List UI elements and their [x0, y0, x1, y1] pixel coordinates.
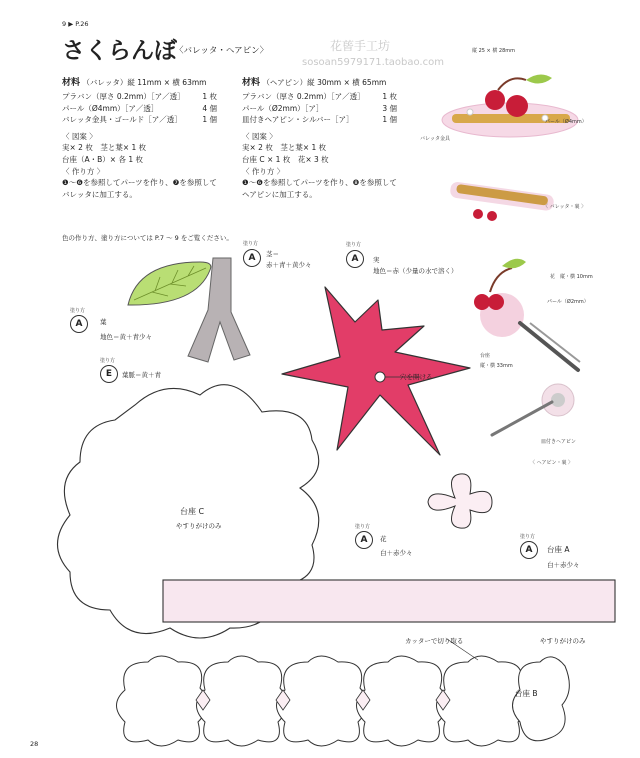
page-title: さくらんぼ: [62, 38, 177, 64]
howto-heading: 〈 作り方 〉: [242, 166, 285, 176]
base-c-label: 台座 C: [180, 507, 205, 516]
zuan-heading: 〈 図案 〉: [62, 131, 97, 141]
fruit-paint-letter: A: [346, 250, 364, 268]
cutter-note: カッターで切り取る: [405, 637, 464, 645]
material-row: プラバン（厚さ 0.2mm）［ア／透］ 1 枚: [242, 91, 397, 101]
material-row: 皿付きヘアピン・シルバー［ア］ 1 個: [242, 115, 397, 125]
leaf-label: 葉: [100, 318, 107, 326]
howto-line: ❶〜❻を参照してパーツを作り、❼を参照して: [62, 178, 217, 188]
label-flower-size: 花 縦・横 10mm: [550, 274, 593, 280]
material-row: バレッタ金具・ゴールド［ア／透］ 1 個: [62, 115, 217, 125]
paint-tag: 塗り方: [243, 241, 259, 247]
base-c-note: やすりがけのみ: [176, 522, 222, 530]
material-row: プラバン（厚さ 0.2mm）［ア／透］ 1 枚: [62, 91, 217, 101]
label-pearl-4mm: パール（Ø4mm）: [545, 119, 587, 125]
fruit-color: 地色＝赤（少量の水で溶く）: [373, 267, 458, 275]
zuan-line: 台座 C × 1 枚 花× 3 枚: [242, 155, 329, 165]
paint-tag: 塗り方: [70, 308, 86, 314]
materials-heading: 材料: [62, 78, 81, 88]
paint-tag: 塗り方: [520, 534, 536, 540]
material-row: パール（Ø2mm）［ア］ 3 個: [242, 103, 397, 113]
leaf-color: 地色＝黄＋青少々: [100, 333, 152, 341]
flower-shape: [428, 474, 492, 528]
label-hairpin-back: 〈 ヘアピン・裏 〉: [530, 460, 574, 466]
page-reference: 9 ▶ P.26: [62, 20, 89, 28]
stem-paint-letter: A: [243, 249, 261, 267]
fruit-label: 実: [373, 256, 380, 264]
label-base-size-2: 縦・横 33mm: [480, 363, 513, 369]
zuan-line: 台座（A・B）× 各 1 枚: [62, 155, 143, 165]
flower-label: 花: [380, 535, 387, 543]
zuan-line: 実× 2 枚 茎と葉× 1 枚: [62, 143, 147, 153]
flower-paint-letter: A: [355, 531, 373, 549]
vein-paint-letter: E: [100, 365, 118, 383]
base-b-note: やすりがけのみ: [540, 637, 586, 645]
note-text: 色の作り方、塗り方については P.7 〜 9 をご覧ください。: [62, 234, 233, 242]
leaf-shape: [128, 262, 211, 305]
stem-color: 赤＋青＋黄少々: [266, 261, 312, 269]
howto-line: バレッタに加工する。: [62, 189, 137, 199]
materials-spec: （バレッタ）縦 11mm × 横 63mm: [82, 78, 207, 87]
label-barrette-metal: バレッタ金具: [420, 136, 450, 142]
stem-label: 茎＝: [266, 250, 279, 258]
base-a-color: 白＋赤少々: [547, 561, 580, 569]
paint-tag: 塗り方: [100, 358, 116, 364]
materials-spec: （ヘアピン）縦 30mm × 横 65mm: [262, 78, 387, 87]
vein-label: 葉脈＝黄＋青: [122, 371, 161, 379]
zuan-line: 実× 2 枚 茎と葉× 1 枚: [242, 143, 327, 153]
label-dish-pin: 皿付きヘアピン: [541, 439, 576, 445]
howto-line: ヘアピンに加工する。: [242, 189, 317, 199]
label-barrette-back: 〈 バレッタ・裏 〉: [543, 204, 587, 210]
zuan-heading: 〈 図案 〉: [242, 131, 277, 141]
label-pearl-2mm: パール（Ø2mm）: [547, 299, 589, 305]
watermark-url: sosoan5979171.taobao.com: [302, 57, 444, 68]
material-row: パール（Ø4mm）［ア／透］ 4 個: [62, 103, 217, 113]
page-number: 28: [30, 740, 39, 748]
base-a-label: 台座 A: [547, 545, 570, 554]
fruit-hole: [375, 372, 385, 382]
paint-tag: 塗り方: [346, 242, 362, 248]
label-size-top: 縦 25 × 横 28mm: [472, 48, 516, 54]
howto-heading: 〈 作り方 〉: [62, 166, 105, 176]
base-a-shape: [163, 580, 615, 622]
label-base-size-1: 台座: [480, 353, 491, 359]
leaf-paint-letter: A: [70, 315, 88, 333]
materials-heading: 材料: [242, 78, 261, 88]
page-subtitle: 〈バレッタ・ヘアピン〉: [175, 46, 269, 56]
base-b-shape: [117, 656, 570, 746]
flower-color: 白＋赤少々: [380, 549, 413, 557]
howto-line: ❶〜❻を参照してパーツを作り、❽を参照して: [242, 178, 397, 188]
base-b-label: 台座 B: [515, 689, 538, 698]
hole-label: 穴を開ける: [400, 373, 433, 381]
base-a-paint-letter: A: [520, 541, 538, 559]
paint-tag: 塗り方: [355, 524, 371, 530]
watermark-name: 花蒈手工坊: [330, 39, 391, 53]
